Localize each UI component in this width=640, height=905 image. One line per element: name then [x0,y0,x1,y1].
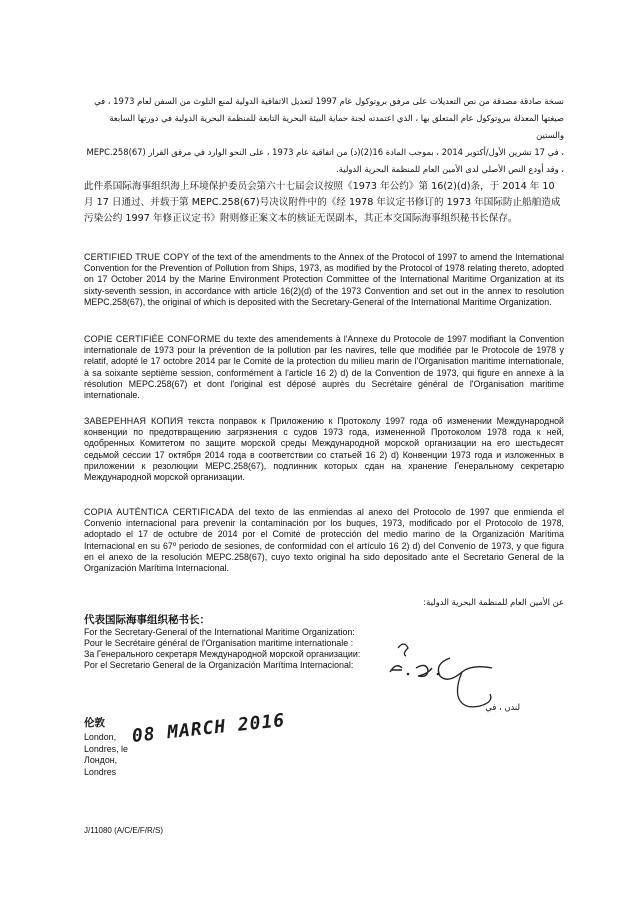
signatory-arabic: عن الأمين العام للمنظمة البحرية الدولية: [423,597,564,607]
place-line-en: London, [84,732,117,742]
arabic-line: ، وقد أودع النص الأصلي لدى الأمين العام للمنظمة البحرية الدولية. [336,164,564,174]
place-arabic: لندن ، في [485,702,520,712]
russian-lead: ЗАВЕРЕННАЯ КОПИЯ [84,416,184,426]
signatory-lines [84,627,360,671]
french-text: du texte des amendements à l'Annexe du Protocole de 1997 modifiant la Convention internationale de 1973 pour la prévention de la pollution par les navires, telle que modifiée par le Protocole de 1978 y relatif, adopté le 17 octobre 2014 par le Comité de la protection du milieu marin de l'Organisation maritime internationale, à sa soixante septième session, conformément à l'article 16 2) d) de la Convention de 1973, qui figure en annexe à la résolution MEPC.258(67) et dont l'original est déposé auprès du Secrétaire général de l'Organisation maritime internationale. [84,334,565,401]
document-reference: J/11080 (A/C/E/F/R/S) [84,826,163,835]
english-lead: CERTIFIED TRUE COPY [84,252,190,262]
signatory-line-fr: Pour le Secrétaire général de l'Organisation maritime internationale : [84,638,354,648]
arabic-line: ، في 17 تشرين الأول/أكتوبر 2014 ، بموجب المادة 16(2)(د) من اتفاقية عام 1973 ، على النحو الوارد في مرفق القرار (MEPC.258(67 [86,147,564,157]
signatory-line-ru: За Генерального секретаря Международной морской организации: [84,649,361,659]
place-line-ru: Лондон, [84,755,118,765]
french-lead: COPIE CERTIFIÉE CONFORME [84,334,221,344]
english-text: of the text of the amendments to the Annex of the Protocol of 1997 to amend the International Convention for the Prevention of Pollution from Ships, 1973, as modified by the Protocol of 1978 relating thereto, adopted on 17 October 2014 by the Marine Environment Protection Committee of the International Maritime Organization at its sixty-seventh session, in accordance with article 16(2)(d) of the 1973 Convention and set out in the annex to resolution MEPC.258(67), the original of which is deposited with the Secretary-General of the International Maritime Organization. [84,252,564,307]
place-line-es: Londres [84,766,117,777]
arabic-certification [84,93,564,178]
arabic-line: نسخة صادقة مصدقة من نص التعديلات على مرفق بروتوكول عام 1997 لتعديل الاتفاقية الدولية لمنع التلوث من السفن لعام 1973 ، في [94,96,564,106]
russian-text: текста поправок к Приложению к Протоколу 1997 года об изменении Международной конвенции по предотвращению загрязнения с судов 1973 года, измененной Протоколом 1978 года к ней, одобренных Комитетом по защите морской среды Международной морской организации на его шестьдесят седьмой сессии 17 октября 2014 года в соответствии со статьей 16 2) d) Конвенции 1973 года и изложенных в приложении к резолюции MEPC.258(67), подлинник которых сдан на хранение Генеральному секретарю Международной морской организации. [84,416,564,483]
handwritten-date: 08 MARCH 2016 [130,709,287,747]
spanish-certification [84,507,564,574]
spanish-lead: COPIA AUTÉNTICA CERTIFICADA [84,507,234,517]
signatory-chinese: 代表国际海事组织秘书长： [84,614,210,626]
chinese-certification: 此件系国际海事组织海上环境保护委员会第六十七届会议按照《1973 年公约》第 16(2)(d)条，于 2014 年 10 月 17 日通过、并载于第 MEPC.258(67)号决议附件中的《经 1978 年议定书修订的 1973 年国际防止船舶造成污染公约 1997 年修正议定书》附则修正案文本的核证无误副本，其正本交国际海事组织秘书长保存。 [84,181,561,224]
place-lines [84,732,128,778]
signatory-line-en: For the Secretary-General of the International Maritime Organization: [84,627,355,637]
arabic-line: صيغتها المعدلة ببروتوكول عام المتعلق بها ، الذي اعتمدته لجنة حماية البيئة البحرية التابعة للمنظمة البحرية الدولية في دورتها السابعة والستين [109,113,564,140]
signatory-line-es: Por el Secretario General de la Organización Marítima Internacional: [84,660,354,670]
place-chinese: 伦敦 [84,717,105,729]
spanish-text: del texto de las enmiendas al anexo del Protocolo de 1997 que enmienda el Convenio internacional para prevenir la contaminación por los buques, 1973, modificado por el Protocolo de 1978, adoptado el 17 de octubre de 2014 por el Comité de protección del medio marino de la Organización Marítima Internacional en su 67º periodo de sesiones, de conformidad con el artículo 16 2) d) del Convenio de 1973, y que figura en el anexo de la resolución MEPC.258(67), cuyo texto original ha sido depositado ante el Secretario General de la Organización Marítima Internacional. [84,507,564,574]
english-certification [84,252,564,308]
russian-certification [84,416,564,483]
french-certification [84,334,564,401]
place-line-fr: Londres, le [84,743,128,754]
